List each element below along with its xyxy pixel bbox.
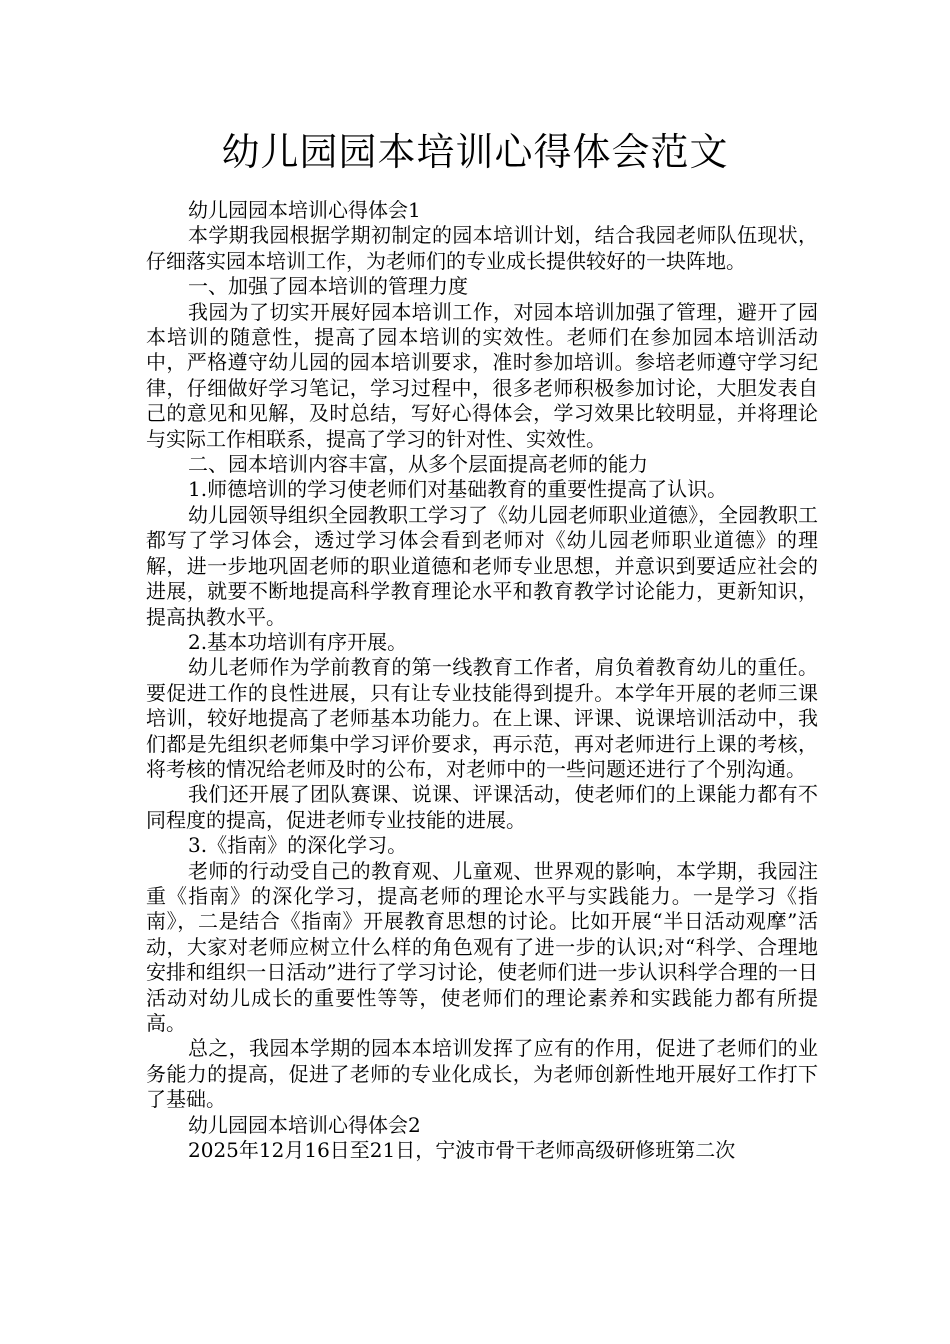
paragraph: 幼儿老师作为学前教育的第一线教育工作者，肩负着教育幼儿的重任。要促进工作的良性进展，只有让专业技能得到提升。本学年开展的老师三课培训，较好地提高了老师基本功能力。在上课、评课、说课培训活动中，我们都是先组织老师集中学习评价要求，再示范，再对老师进行上课的考核，将考核的情况给老师及时的公布，对老师中的一些问题还进行了个别沟通。 xyxy=(146,655,818,781)
subheading: 2.基本功培训有序开展。 xyxy=(188,629,408,654)
subheading: 3.《指南》的深化学习。 xyxy=(188,833,408,858)
document-body xyxy=(146,198,818,1163)
paragraph: 2025年12月16日至21日，宁波市骨干老师高级研修班第二次 xyxy=(188,1138,736,1163)
paragraph: 总之，我园本学期的园本本培训发挥了应有的作用，促进了老师们的业务能力的提高，促进了老师的专业化成长，为老师创新性地开展好工作打下了基础。 xyxy=(146,1036,818,1112)
document-title: 幼儿园园本培训心得体会范文 xyxy=(221,130,729,174)
subheading: 一、加强了园本培训的管理力度 xyxy=(188,274,468,299)
section-heading: 幼儿园园本培训心得体会2 xyxy=(188,1112,421,1137)
subheading: 二、园本培训内容丰富，从多个层面提高老师的能力 xyxy=(188,452,648,477)
paragraph: 我们还开展了团队赛课、说课、评课活动，使老师们的上课能力都有不同程度的提高，促进老师专业技能的进展。 xyxy=(146,782,818,832)
section-heading: 幼儿园园本培训心得体会1 xyxy=(188,198,421,222)
paragraph: 本学期我园根据学期初制定的园本培训计划，结合我园老师队伍现状，仔细落实园本培训工作，为老师们的专业成长提供较好的一块阵地。 xyxy=(146,223,818,273)
paragraph: 幼儿园领导组织全园教职工学习了《幼儿园老师职业道德》，全园教职工都写了学习体会，透过学习体会看到老师对《幼儿园老师职业道德》的理解，进一步地巩固老师的职业道德和老师专业思想，并意识到要适应社会的进展，就要不断地提高科学教育理论水平和教育教学讨论能力，更新知识，提高执教水平。 xyxy=(146,502,818,629)
subheading: 1.师德培训的学习使老师们对基础教育的重要性提高了认识。 xyxy=(188,477,728,502)
paragraph: 我园为了切实开展好园本培训工作，对园本培训加强了管理，避开了园本培训的随意性，提高了园本培训的实效性。老师们在参加园本培训活动中，严格遵守幼儿园的园本培训要求，准时参加培训。参培老师遵守学习纪律，仔细做好学习笔记，学习过程中，很多老师积极参加讨论，大胆发表自己的意见和见解，及时总结，写好心得体会，学习效果比较明显，并将理论与实际工作相联系，提高了学习的针对性、实效性。 xyxy=(146,299,818,451)
paragraph: 老师的行动受自己的教育观、儿童观、世界观的影响，本学期，我园注重《指南》的深化学习，提高老师的理论水平与实践能力。一是学习《指南》，二是结合《指南》开展教育思想的讨论。比如开展“半日活动观摩”活动，大家对老师应树立什么样的角色观有了进一步的认识;对“科学、合理地安排和组织一日活动”进行了学习讨论，使老师们进一步认识科学合理的一日活动对幼儿成长的重要性等等，使老师们的理论素养和实践能力都有所提高。 xyxy=(146,858,818,1035)
